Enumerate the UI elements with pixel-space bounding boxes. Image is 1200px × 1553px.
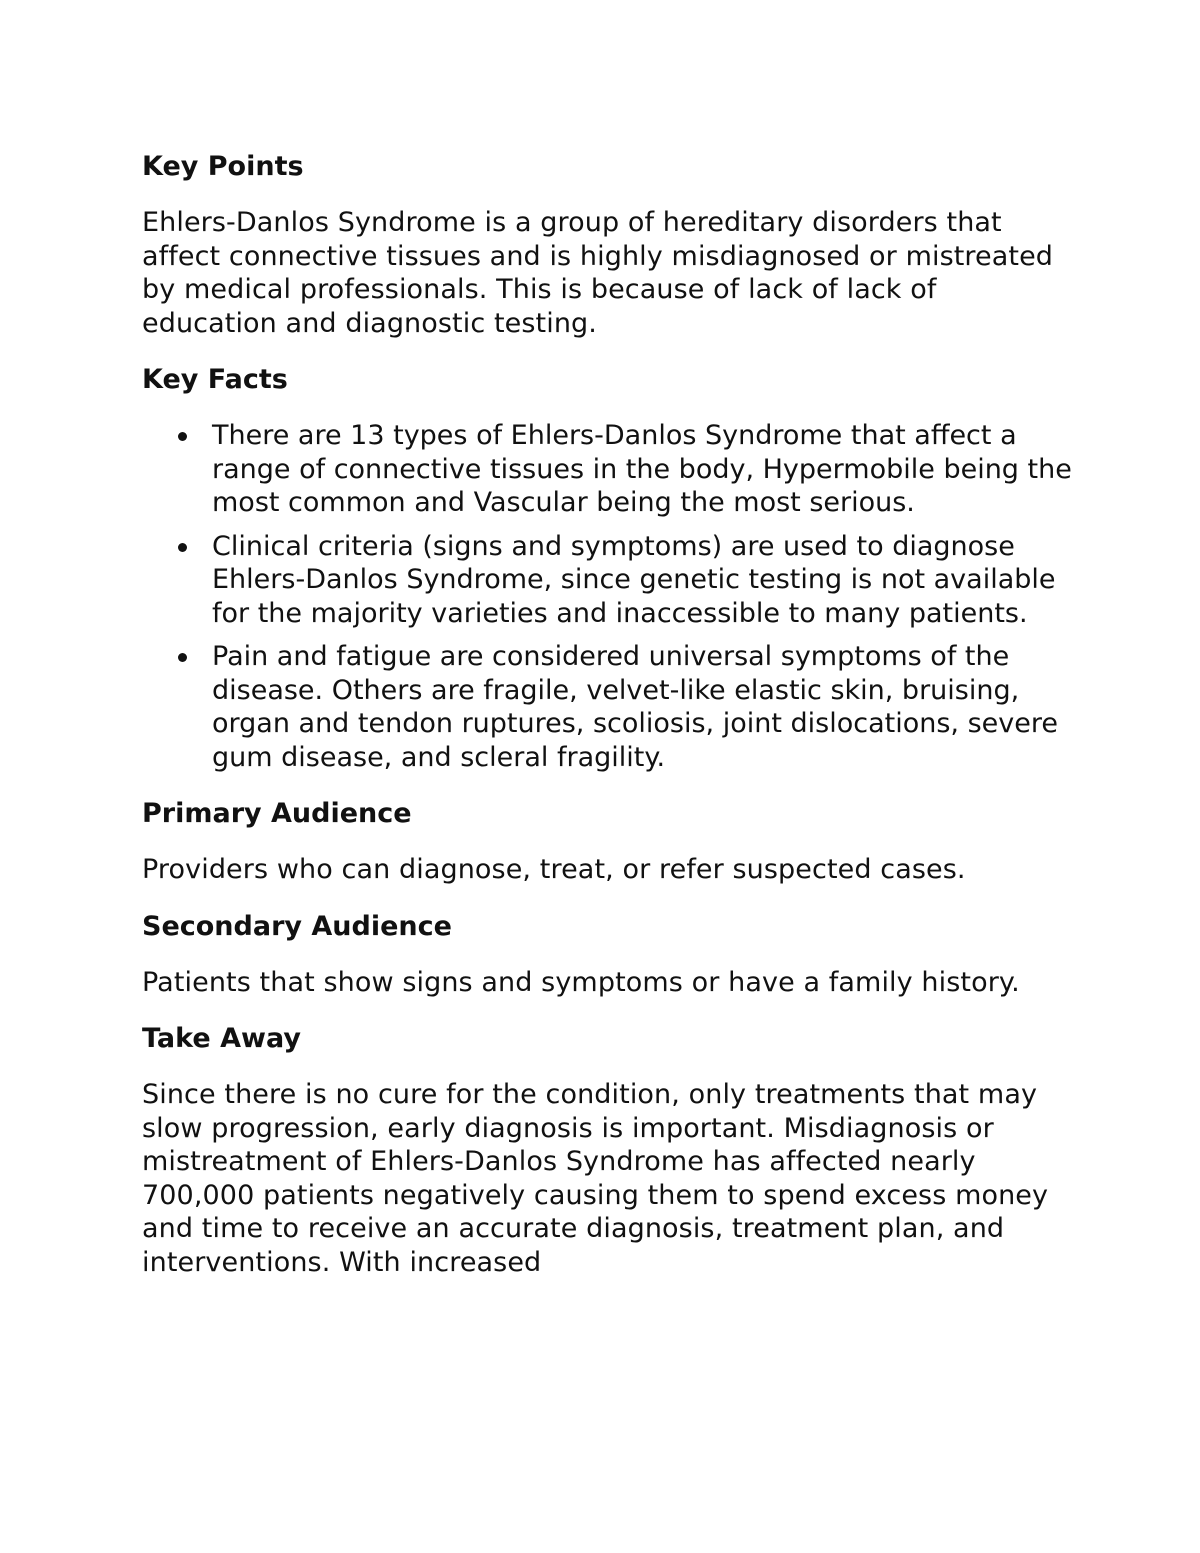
list-item bbox=[142, 419, 1072, 520]
key-points-heading: Key Points bbox=[142, 151, 304, 182]
list-item-text: Pain and fatigue are considered universal symptoms of the disease. Others are fragile, velvet-like elastic skin, bruising, organ and tendon ruptures, scoliosis, joint dislocations, severe gum disease, and scleral fragility. bbox=[212, 641, 1058, 773]
bullet-icon bbox=[178, 432, 187, 441]
document-page bbox=[142, 150, 1072, 1302]
bullet-icon bbox=[178, 543, 187, 552]
primary-audience-paragraph: Providers who can diagnose, treat, or refer suspected cases. bbox=[142, 854, 966, 885]
primary-audience-heading: Primary Audience bbox=[142, 798, 412, 829]
list-item bbox=[142, 640, 1072, 774]
bullet-icon bbox=[178, 653, 187, 662]
take-away-heading: Take Away bbox=[142, 1023, 301, 1054]
list-item-text: Clinical criteria (signs and symptoms) are used to diagnose Ehlers-Danlos Syndrome, since genetic testing is not available for the majority varieties and inaccessible to many patients. bbox=[212, 530, 1056, 629]
list-item bbox=[142, 530, 1072, 631]
key-points-paragraph: Ehlers-Danlos Syndrome is a group of hereditary disorders that affect connective tissues and is highly misdiagnosed or mistreated by medical professionals. This is because of lack of lack of education and diagnostic testing. bbox=[142, 207, 1054, 339]
take-away-paragraph: Since there is no cure for the condition, only treatments that may slow progression, early diagnosis is important. Misdiagnosis or mistreatment of Ehlers-Danlos Syndrome has affected nearly 700,000 patients negatively causing them to spend excess money and time to receive an accurate diagnosis, treatment plan, and interventions. With increased bbox=[142, 1079, 1049, 1278]
list-item-text: There are 13 types of Ehlers-Danlos Syndrome that affect a range of connective tissues in the body, Hypermobile being the most common and Vascular being the most serious. bbox=[212, 420, 1072, 518]
secondary-audience-paragraph: Patients that show signs and symptoms or have a family history. bbox=[142, 966, 1020, 998]
key-facts-heading: Key Facts bbox=[142, 364, 288, 395]
key-facts-list bbox=[142, 419, 1072, 774]
secondary-audience-heading: Secondary Audience bbox=[142, 910, 452, 942]
